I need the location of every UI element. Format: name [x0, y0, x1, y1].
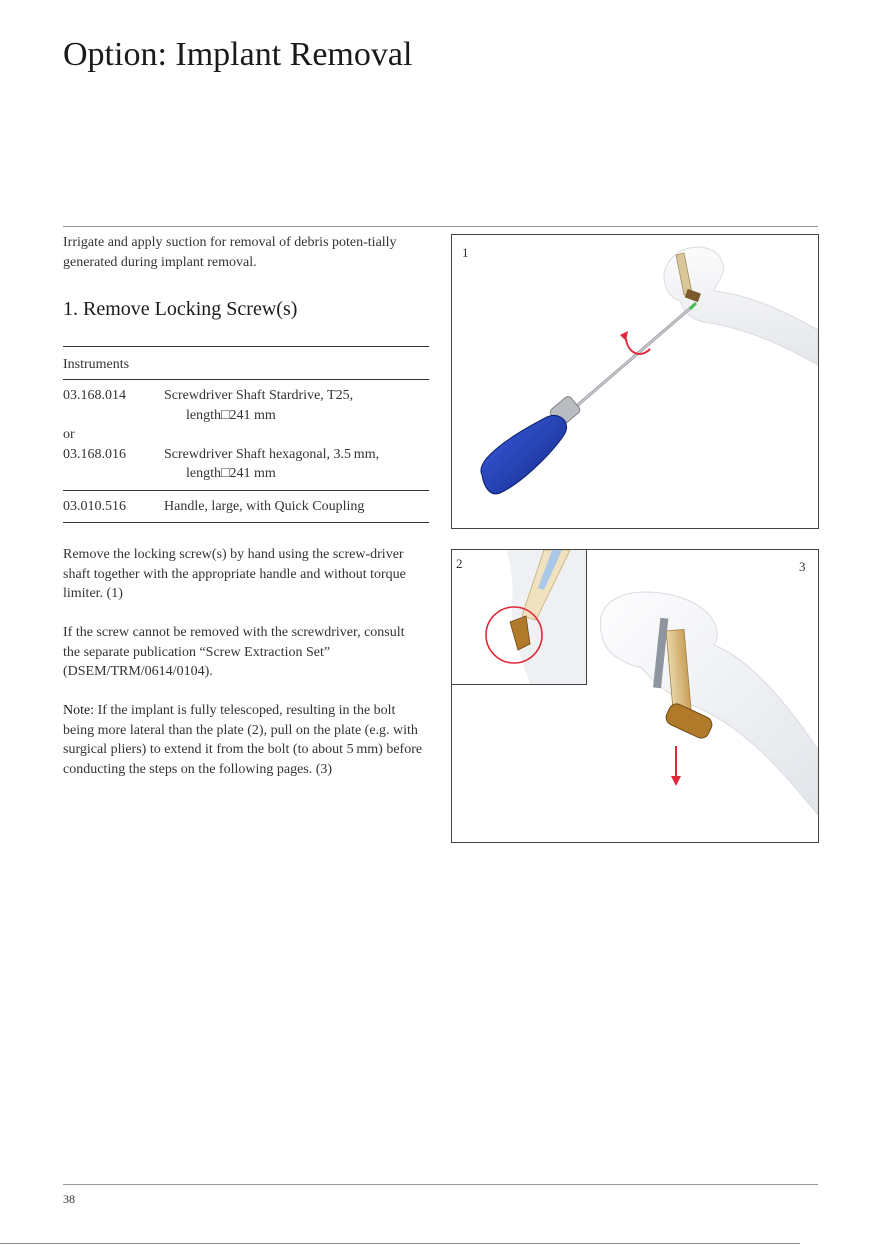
figure-1-illustration [452, 235, 818, 528]
intro-paragraph: Irrigate and apply suction for removal of debris poten-tially generated during implant removal. [63, 235, 397, 270]
instruments-table [63, 346, 429, 523]
instrument-length: length□241 mm [186, 407, 276, 423]
or-label: or [63, 427, 75, 442]
body-paragraph-1: Remove the locking screw(s) by hand using the screw-driver shaft together with the appropriate handle and without torque limiter. (1) [63, 547, 406, 601]
instrument-row-handle [63, 491, 429, 522]
instrument-row-cont [63, 464, 429, 484]
figure-2-illustration [452, 550, 586, 684]
instrument-length: length□241 mm [186, 466, 276, 481]
instrument-desc: Screwdriver Shaft Stardrive, T25, [164, 388, 354, 403]
page-number: 38 [63, 1192, 75, 1206]
figure-1-number: 1 [462, 245, 469, 260]
section-title: 1. Remove Locking Screw(s) [63, 298, 298, 320]
note-label: Note: [63, 703, 95, 718]
figure-3-number: 3 [799, 559, 806, 574]
instrument-or [63, 425, 429, 445]
instrument-code: 03.168.014 [63, 388, 126, 403]
figure-2-number-inset: 2 [456, 556, 463, 571]
note-paragraph [63, 701, 423, 779]
body-paragraph-2: If the screw cannot be removed with the screwdriver, consult the separate publication “Screw Extraction Set” (DSEM/TRM/0614/0104). [63, 625, 405, 679]
figure-1-screwdriver [451, 234, 819, 529]
footer-divider [63, 1184, 818, 1185]
instrument-row [63, 445, 429, 465]
instrument-desc: Handle, large, with Quick Coupling [164, 498, 365, 514]
instrument-row-cont [63, 406, 429, 426]
instrument-row [63, 386, 429, 406]
instruments-header: Instruments [63, 357, 130, 372]
note-text: If the implant is fully telescoped, resulting in the bolt being more lateral than the plate (2), pull on the plate (e.g. with surgical pliers) to extend it from the bolt (to about 5 mm) before conducting the steps on the following pages. (3) [63, 703, 423, 777]
header-divider [63, 226, 818, 227]
instrument-desc: Screwdriver Shaft hexagonal, 3.5 mm, [164, 446, 380, 462]
instrument-code: 03.168.016 [63, 446, 126, 462]
figure-2-inset [452, 550, 587, 685]
page-edge-line [0, 1243, 800, 1244]
figure-2-3-implant [451, 549, 819, 843]
instruments-screwdrivers [63, 380, 429, 490]
page-title: Option: Implant Removal [63, 36, 413, 73]
instrument-code: 03.010.516 [63, 498, 126, 514]
